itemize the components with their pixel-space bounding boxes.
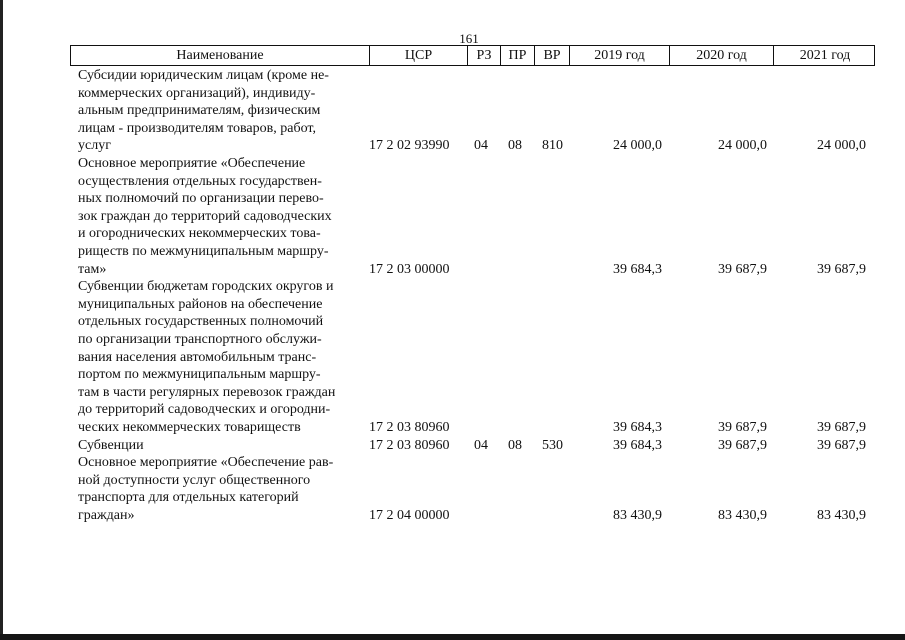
- table-header: [70, 45, 875, 66]
- row-name-line: Субвенции: [78, 437, 144, 453]
- row-name-line: ческих некоммерческих товариществ: [78, 419, 301, 435]
- row-name-line: ных полномочий по организации перево-: [78, 191, 324, 207]
- row-name-line: лицам - производителям товаров, работ,: [78, 120, 316, 136]
- row-pr: 08: [508, 437, 522, 453]
- row-vr: 810: [542, 138, 563, 154]
- row-name-line: там»: [78, 261, 107, 277]
- row-name: [78, 278, 368, 436]
- row-name-line: ной доступности услуг общественного: [78, 472, 311, 488]
- header-2021: 2021 год: [773, 46, 876, 65]
- row-name: [78, 454, 368, 524]
- row-name-line: Субвенции бюджетам городских округов и: [78, 279, 334, 295]
- row-name-line: муниципальных районов на обеспечение: [78, 296, 323, 312]
- row-name-line: Основное мероприятие «Обеспечение: [78, 156, 306, 171]
- row-name-line: осуществления отдельных государствен-: [78, 173, 322, 189]
- row-name-line: риществ по межмуниципальным маршру-: [78, 243, 329, 259]
- row-2020: 39 687,9: [718, 261, 767, 277]
- row-2020: 39 687,9: [718, 437, 767, 453]
- row-pr: 08: [508, 138, 522, 154]
- row-2019: 39 684,3: [613, 437, 662, 453]
- row-2019: 24 000,0: [613, 138, 662, 154]
- header-rz: РЗ: [467, 46, 500, 65]
- row-name: [78, 155, 368, 278]
- row-name-line: транспорта для отдельных категорий: [78, 490, 299, 506]
- page-number: 161: [459, 31, 479, 46]
- header-vr: ВР: [534, 46, 569, 65]
- row-name: [78, 67, 368, 155]
- table-body: [0, 67, 905, 525]
- row-2021: 39 687,9: [817, 261, 866, 277]
- row-vr: 530: [542, 437, 563, 453]
- row-name-line: и огороднических некоммерческих това-: [78, 226, 321, 242]
- table-row: [0, 67, 905, 155]
- table-row: [0, 437, 905, 455]
- row-2019: 39 684,3: [613, 261, 662, 277]
- row-name-line: коммерческих организаций), индивиду-: [78, 85, 316, 101]
- row-name-line: услуг: [78, 138, 111, 154]
- row-name-line: зок граждан до территорий садоводческих: [78, 208, 332, 224]
- row-rz: 04: [474, 437, 488, 453]
- row-rz: 04: [474, 138, 488, 154]
- row-2020: 39 687,9: [718, 419, 767, 435]
- row-name: [78, 437, 368, 455]
- row-2019: 83 430,9: [613, 507, 662, 523]
- table-row: [0, 278, 905, 436]
- table-row: [0, 155, 905, 278]
- row-2021: 39 687,9: [817, 437, 866, 453]
- row-name-line: портом по межмуниципальным маршру-: [78, 367, 321, 383]
- header-csr: ЦСР: [369, 46, 467, 65]
- row-2021: 83 430,9: [817, 507, 866, 523]
- row-2019: 39 684,3: [613, 419, 662, 435]
- header-pr: ПР: [500, 46, 534, 65]
- table-row: [0, 454, 905, 524]
- row-name-line: альным предпринимателям, физическим: [78, 103, 321, 119]
- row-name-line: Субсидии юридическим лицам (кроме не-: [78, 68, 329, 83]
- row-2020: 24 000,0: [718, 138, 767, 154]
- row-name-line: отдельных государственных полномочий: [78, 314, 324, 330]
- header-2019: 2019 год: [569, 46, 669, 65]
- row-name-line: Основное мероприятие «Обеспечение рав-: [78, 455, 334, 471]
- row-csr: 17 2 02 93990: [369, 138, 450, 154]
- header-name: Наименование: [176, 48, 264, 63]
- row-2020: 83 430,9: [718, 507, 767, 523]
- row-2021: 39 687,9: [817, 419, 866, 435]
- row-csr: 17 2 03 80960: [369, 419, 450, 435]
- row-name-line: вания населения автомобильным транс-: [78, 349, 317, 365]
- row-name-line: там в части регулярных перевозок граждан: [78, 384, 336, 400]
- header-2020: 2020 год: [669, 46, 773, 65]
- row-csr: 17 2 04 00000: [369, 507, 450, 523]
- row-name-line: граждан»: [78, 507, 135, 523]
- row-name-line: до территорий садоводческих и огородни-: [78, 402, 331, 418]
- row-name-line: по организации транспортного обслужи-: [78, 331, 322, 347]
- row-csr: 17 2 03 80960: [369, 437, 450, 453]
- row-2021: 24 000,0: [817, 138, 866, 154]
- row-csr: 17 2 03 00000: [369, 261, 450, 277]
- scan-edge-bottom: [0, 634, 905, 640]
